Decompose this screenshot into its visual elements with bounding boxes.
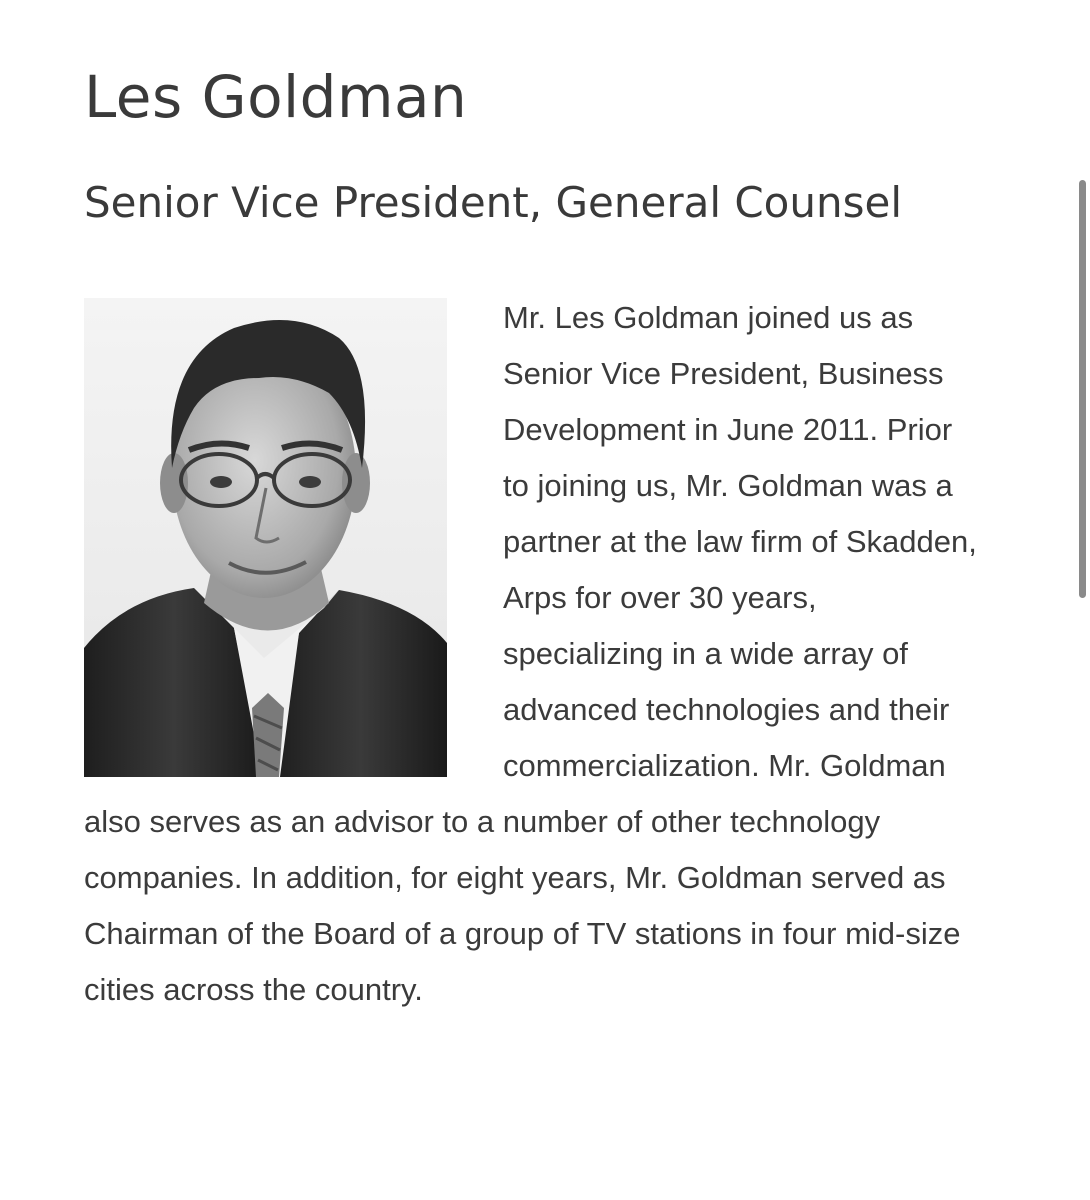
profile-title: Senior Vice President, General Counsel (84, 178, 902, 227)
profile-bio-text: Mr. Les Goldman joined us as Senior Vice President, Business Development in June 2011. Prior to joining us, Mr. Goldman was a partner at the law firm of Skadden, Arps for over 30 years, specializing in a wide array of advanced technologies and their commercialization. Mr. Goldman also serves as an advisor to a number of other technology companies. In addition, for eight years, Mr. Goldman served as Chairman of the Board of a group of TV stations in four mid-size cities across the country. (84, 300, 977, 1007)
profile-bio-section (84, 290, 984, 1018)
profile-photo (84, 298, 447, 777)
vertical-scrollbar[interactable] (1079, 180, 1086, 598)
profile-content (84, 58, 1014, 1018)
profile-name: Les Goldman (84, 63, 468, 131)
portrait-image (84, 298, 447, 777)
